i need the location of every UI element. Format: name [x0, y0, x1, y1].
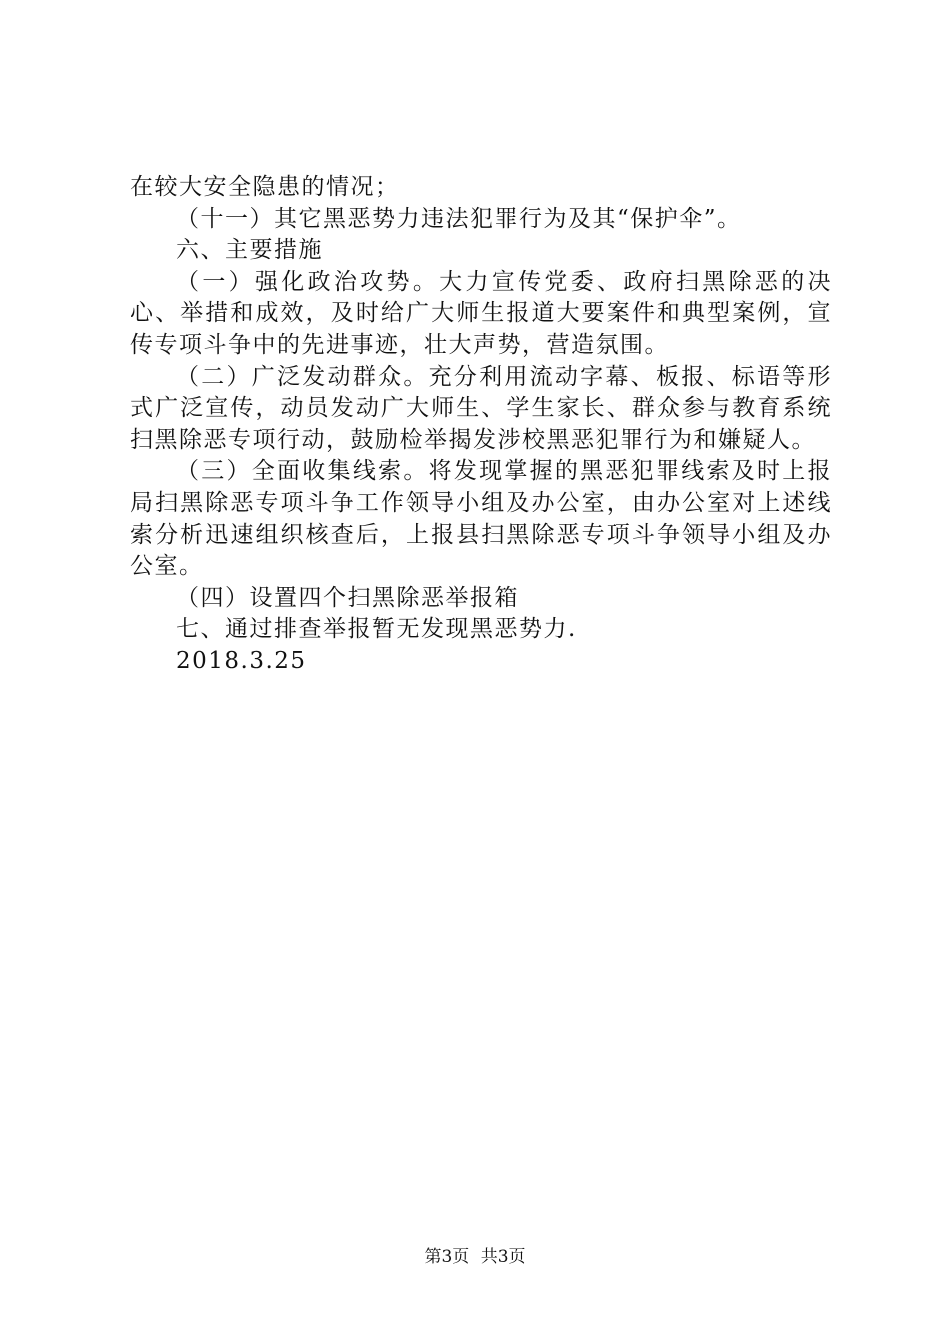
document-body [130, 172, 832, 678]
paragraph-item-eleven: （十一）其它黑恶势力违法犯罪行为及其“保护伞”。 [176, 205, 742, 232]
page-footer [0, 1242, 950, 1267]
page-number: 第3页 [424, 1247, 470, 1267]
paragraph-measure-four: （四）设置四个扫黑除恶举报箱 [176, 584, 519, 611]
section-heading-six: 六、主要措施 [176, 237, 323, 264]
page-total: 共3页 [480, 1247, 526, 1267]
paragraph-measure-one: （一）强化政治攻势。大力宣传党委、政府扫黑除恶的决心、举措和成效，及时给广大师生报道大要案件和典型案例，宣传专项斗争中的先进事迹，壮大声势，营造氛围。 [130, 268, 832, 358]
section-heading-seven: 七、通过排查举报暂无发现黑恶势力. [176, 616, 577, 643]
paragraph-continuation: 在较大安全隐患的情况； [130, 174, 400, 200]
document-date: 2018.3.25 [176, 647, 307, 674]
paragraph-measure-three: （三）全面收集线索。将发现掌握的黑恶犯罪线索及时上报局扫黑除恶专项斗争工作领导小组及办公室，由办公室对上述线索分析迅速组织核查后，上报县扫黑除恶专项斗争领导小组及办公室。 [130, 458, 832, 580]
paragraph-measure-two: （二）广泛发动群众。充分利用流动字幕、板报、标语等形式广泛宣传，动员发动广大师生、学生家长、群众参与教育系统扫黑除恶专项行动，鼓励检举揭发涉校黑恶犯罪行为和嫌疑人。 [130, 363, 832, 453]
